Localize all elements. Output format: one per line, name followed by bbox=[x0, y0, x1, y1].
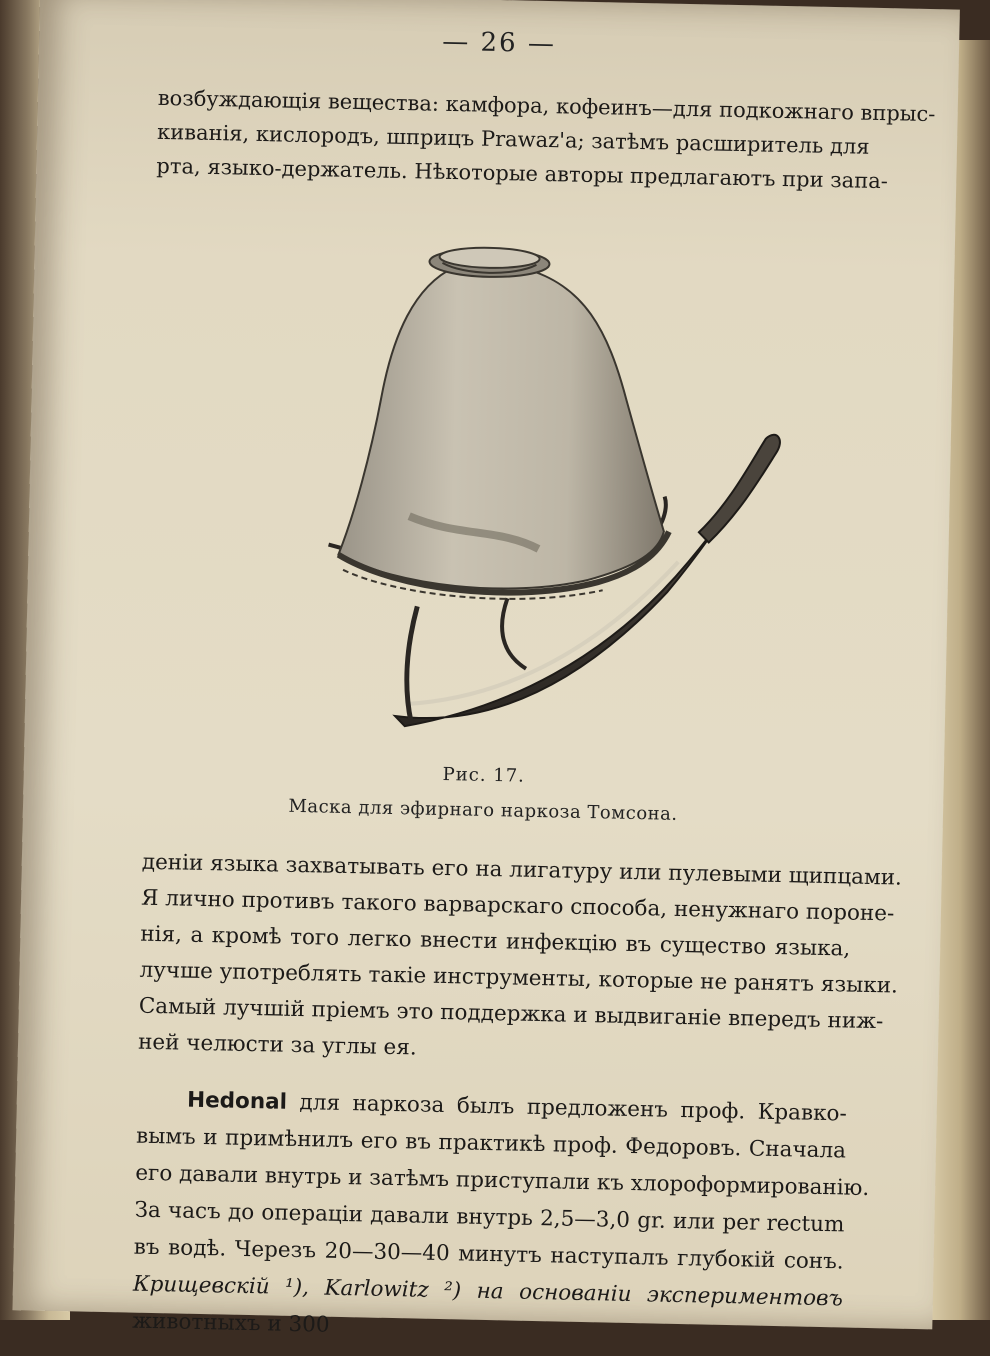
book-page bbox=[12, 0, 959, 1338]
text-line: рта, языко-держатель. Нѣкоторые авторы предлагаютъ при запа- bbox=[156, 153, 889, 194]
text-line: киванія, кислородъ, шприцъ Prawaz'а; затѣмъ расширитель для bbox=[156, 119, 870, 159]
text-line: деніи языка захватывать его на лигатуру или пулевыми щипцами. bbox=[141, 849, 903, 891]
hedonal-paragraph bbox=[131, 1081, 870, 1355]
bottom-paragraph bbox=[137, 845, 903, 1076]
figure-number: Рис. 17. bbox=[442, 763, 526, 787]
text-line: Я лично противъ такого варварскаго способа, ненужнаго пороне- bbox=[140, 885, 895, 927]
text-line: животныхъ и 300 bbox=[131, 1308, 330, 1338]
text-line: лучше употреблять такіе инструменты, которые не ранятъ языки. bbox=[139, 957, 899, 999]
text-line: нія, а кромѣ того легко внести инфекцію въ существо языка, bbox=[140, 921, 851, 962]
top-paragraph bbox=[156, 81, 936, 198]
text-line: вымъ и примѣнилъ его въ практикѣ проф. Федоровъ. Сначала bbox=[135, 1123, 847, 1164]
text-line: Самый лучшій пріемъ это поддержка и выдвиганіе впередъ ниж- bbox=[138, 993, 884, 1035]
text-line: его давали внутрь и затѣмъ приступали къ хлороформированію. bbox=[135, 1160, 870, 1201]
figure-ether-mask bbox=[254, 223, 785, 774]
hedonal-keyword: Hedonal bbox=[186, 1087, 288, 1115]
text-fragment: для наркоза былъ предложенъ проф. Кравко- bbox=[286, 1089, 848, 1127]
text-line: За часъ до операціи давали внутрь 2,5—3,0 gr. или per rectum bbox=[134, 1197, 845, 1238]
text-line: возбуждающія вещества: камфора, кофеинъ—для подкожнаго впрыс- bbox=[157, 85, 936, 127]
text-line: ней челюсти за углы ея. bbox=[137, 1029, 417, 1061]
page-number: — 26 — bbox=[441, 26, 557, 60]
text-line: въ водѣ. Черезъ 20—30—40 минутъ наступалъ глубокій сонъ. bbox=[133, 1234, 844, 1275]
text-line: Крищевскій ¹), Karlowitz ²) на основаніи экспериментовъ bbox=[132, 1271, 844, 1312]
thomson-ether-mask-illustration bbox=[254, 223, 785, 774]
figure-caption: Маска для эфирнаго наркоза Томсона. bbox=[288, 795, 678, 825]
